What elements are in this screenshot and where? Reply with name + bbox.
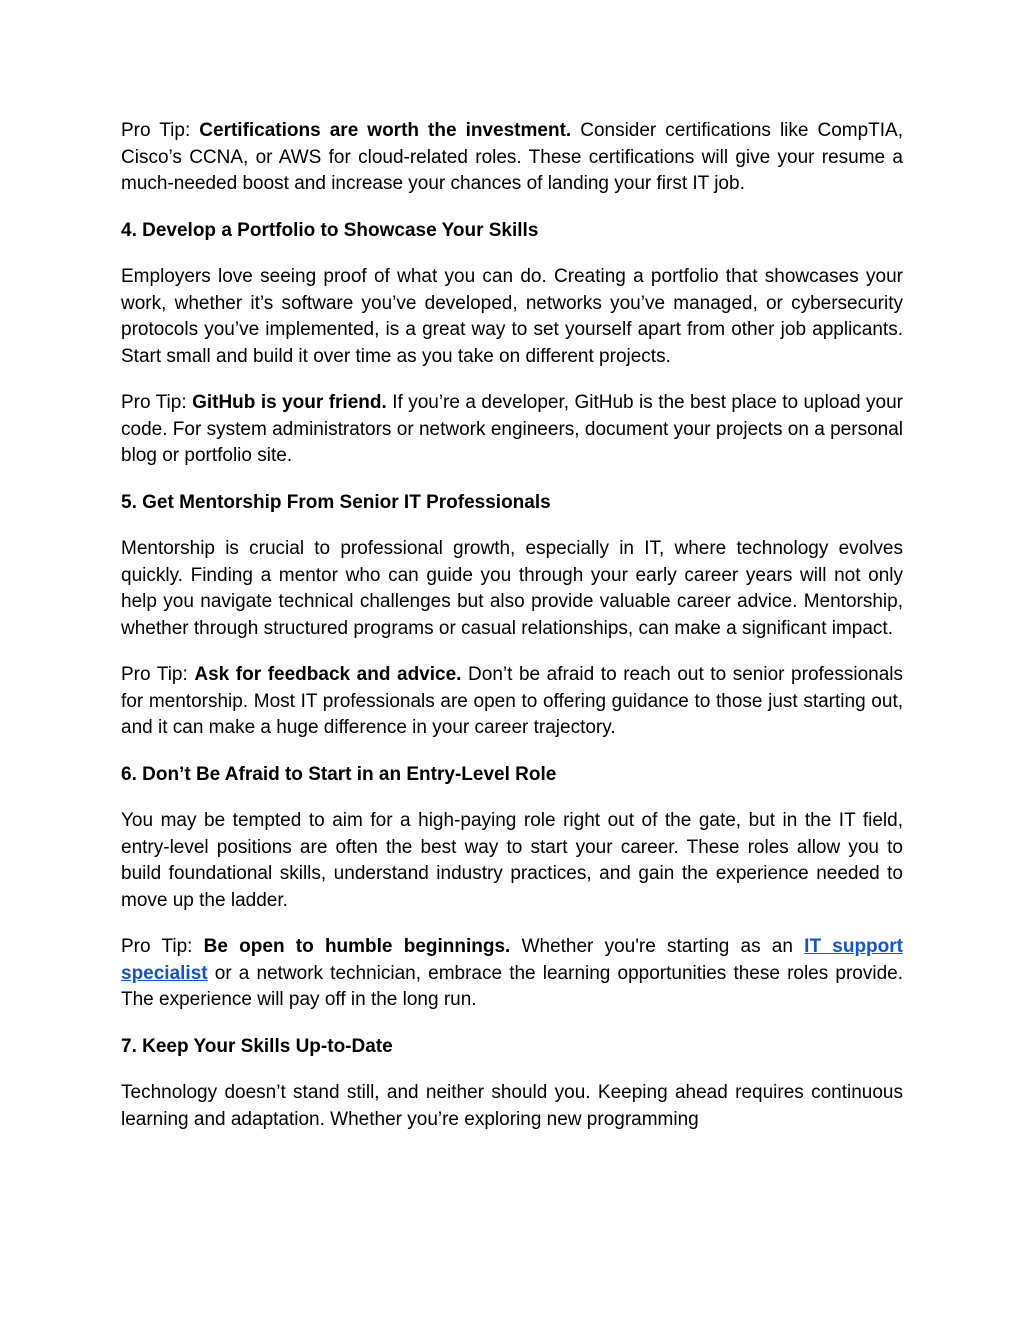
pro-tip-prefix: Pro Tip: [121, 664, 195, 685]
pro-tip-bold: Be open to humble beginnings. [203, 936, 511, 957]
pro-tip-text: Whether you're starting as an [510, 936, 805, 957]
pro-tip-prefix: Pro Tip: [121, 392, 193, 413]
pro-tip-feedback [121, 662, 903, 742]
it-support-specialist-link[interactable]: IT support specialist [121, 936, 903, 984]
section-heading-mentorship: 5. Get Mentorship From Senior IT Professionals [121, 491, 551, 513]
pro-tip-text: Don’t be afraid to reach out to senior professionals for mentorship. Most IT professionals are open to offering guidance to those just starting out, and it can make a huge difference in your career trajectory. [121, 664, 904, 738]
section-heading-portfolio: 4. Develop a Portfolio to Showcase Your Skills [121, 219, 539, 241]
document-page [121, 118, 903, 1133]
pro-tip-text-after-link: or a network technician, embrace the learning opportunities these roles provide. The experience will pay off in the long run. [121, 962, 903, 1010]
pro-tip-text: Consider certifications like CompTIA, Cisco’s CCNA, or AWS for cloud-related roles. These certifications will give your resume a much-needed boost and increase your chances of landing your first IT job. [121, 120, 904, 194]
pro-tip-certifications [121, 118, 903, 198]
section-body-entry-level: You may be tempted to aim for a high-paying role right out of the gate, but in the IT field, entry-level positions are often the best way to start your career. These roles allow you to build foundational skills, understand industry practices, and gain the experience needed to move up the ladder. [121, 810, 903, 911]
pro-tip-github [121, 390, 903, 470]
pro-tip-prefix: Pro Tip: [121, 120, 200, 141]
section-body-skills-up-to-date: Technology doesn’t stand still, and neither should you. Keeping ahead requires continuous learning and adaptation. Whether you’re exploring new programming [121, 1082, 903, 1130]
section-body-mentorship: Mentorship is crucial to professional growth, especially in IT, where technology evolves quickly. Finding a mentor who can guide you through your early career years will not only help you navigate technical challenges but also provide valuable career advice. Mentorship, whether through structured programs or casual relationships, can make a significant impact. [121, 538, 903, 639]
section-body-portfolio: Employers love seeing proof of what you can do. Creating a portfolio that showcases your work, whether it’s software you’ve developed, networks you’ve managed, or cybersecurity protocols you’ve implemented, is a great way to set yourself apart from other job applicants. Start small and build it over time as you take on different projects. [121, 266, 903, 367]
pro-tip-bold: Certifications are worth the investment. [199, 120, 572, 141]
pro-tip-humble-beginnings [121, 934, 903, 1014]
pro-tip-text: If you’re a developer, GitHub is the best place to upload your code. For system administrators or network engineers, document your projects on a personal blog or portfolio site. [121, 392, 903, 466]
pro-tip-bold: GitHub is your friend. [192, 392, 387, 413]
section-heading-skills-up-to-date: 7. Keep Your Skills Up-to-Date [121, 1035, 393, 1057]
pro-tip-bold: Ask for feedback and advice. [194, 664, 462, 685]
pro-tip-prefix: Pro Tip: [121, 936, 204, 957]
section-heading-entry-level: 6. Don’t Be Afraid to Start in an Entry-Level Role [121, 763, 557, 785]
